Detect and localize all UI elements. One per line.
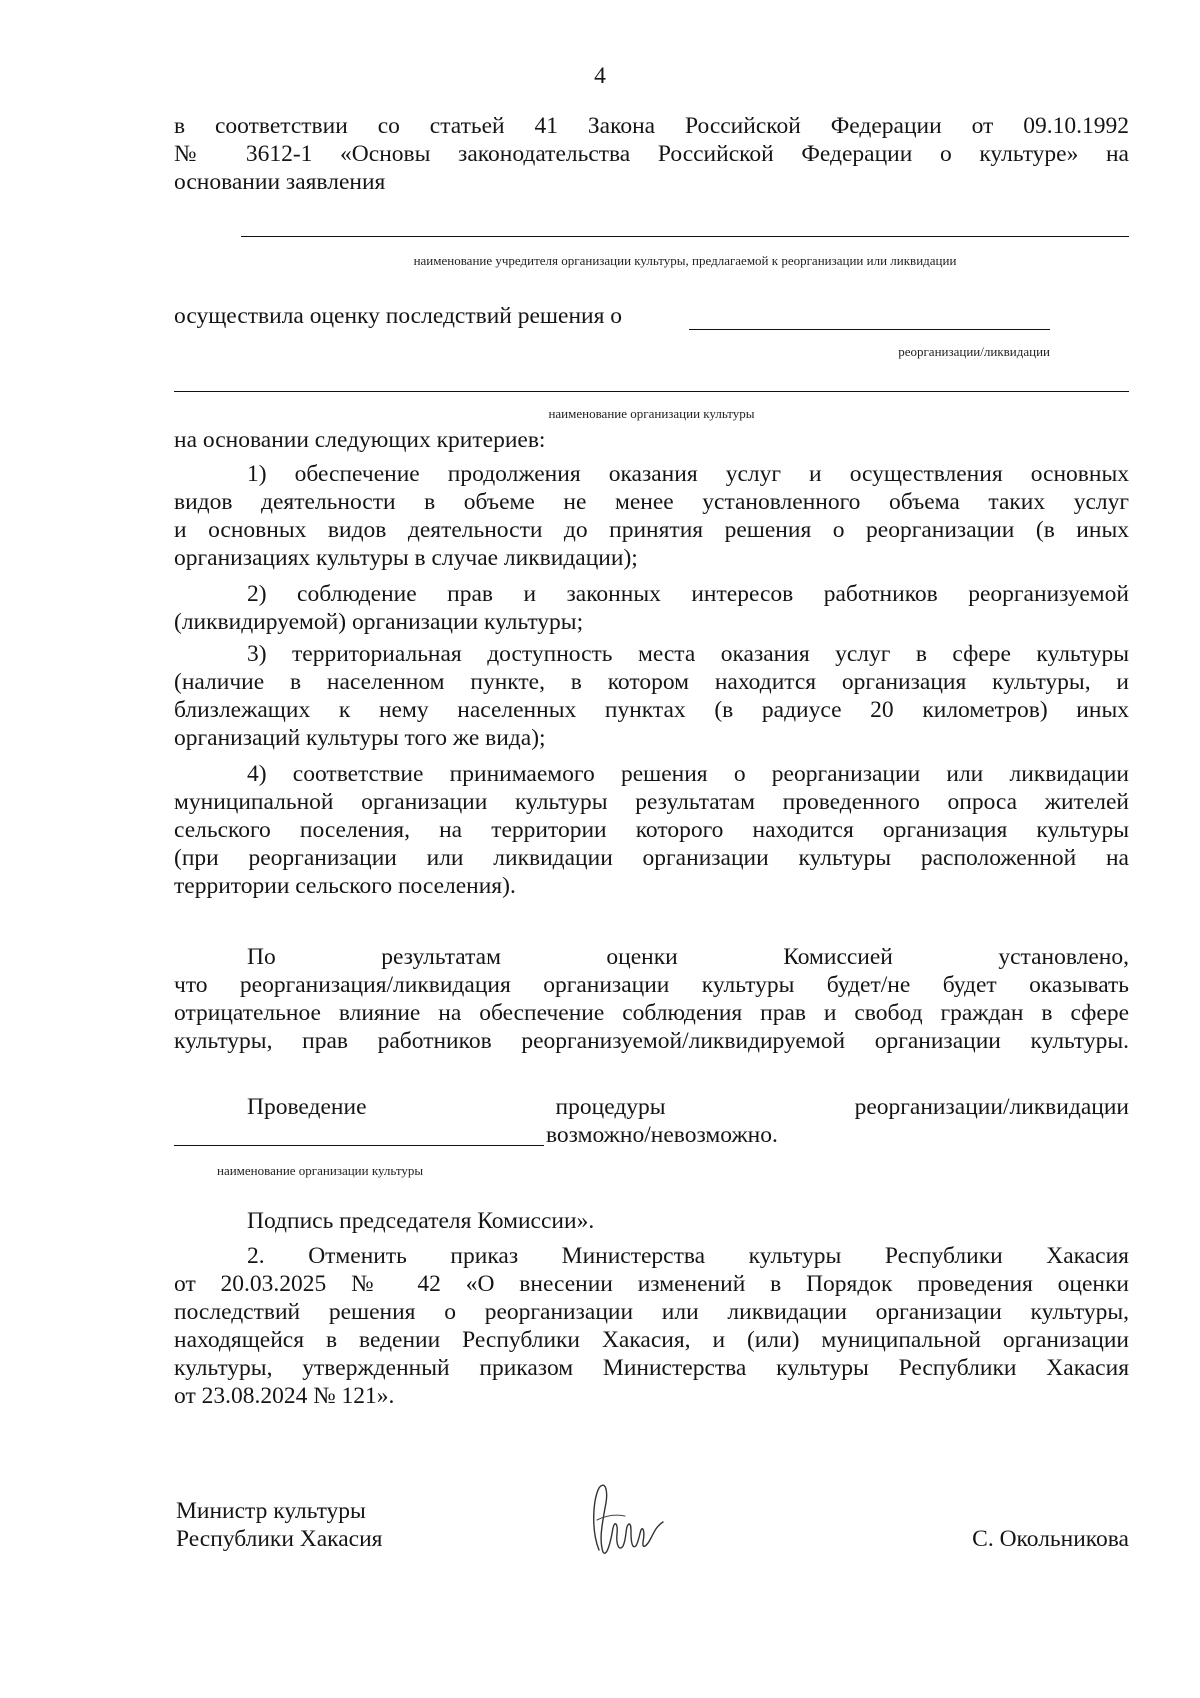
criterion-3-line: 3) территориальная доступность места оказания услуг в сфере культуры xyxy=(247,641,1129,667)
signatory-position-1: Министр культуры xyxy=(176,1498,366,1524)
criterion-1-line: и основных видов деятельности до принятия решения о реорганизации (в иных xyxy=(174,517,1129,543)
founder-name-blank xyxy=(241,236,1129,237)
page-number: 4 xyxy=(594,63,606,89)
results-word: По xyxy=(247,944,276,970)
criterion-2-line: (ликвидируемой) организации культуры; xyxy=(174,609,584,635)
results-line-3: отрицательное влияние на обеспечение соблюдения прав и свобод граждан в сфере xyxy=(174,1000,1129,1026)
intro-line-1: в соответствии со статьей 41 Закона Российской Федерации от 09.10.1992 xyxy=(174,113,1129,139)
org-name-blank xyxy=(174,391,1129,392)
decision-blank xyxy=(689,329,1050,330)
caption-founder: наименование учредителя организации культуры, предлагаемой к реорганизации или ликвидации xyxy=(413,253,957,268)
item2-line-4: находящейся в ведении Республики Хакасия, и (или) муниципальной организации xyxy=(174,1327,1129,1353)
procedure-line-2: возможно/невозможно. xyxy=(546,1122,778,1148)
signatory-position-2: Республики Хакасия xyxy=(176,1526,383,1552)
caption-procedure-org: наименование организации культуры xyxy=(217,1163,424,1178)
criterion-3-line: организаций культуры того же вида); xyxy=(174,725,546,751)
results-word: результатам xyxy=(381,944,501,970)
criterion-1-line: организациях культуры в случае ликвидации); xyxy=(174,545,638,571)
criterion-4-line: муниципальной организации культуры результатам проведенного опроса жителей xyxy=(174,789,1129,815)
signatory-name: С. Окольникова xyxy=(972,1526,1129,1552)
criteria-intro: на основании следующих критериев: xyxy=(174,427,546,453)
caption-reorg: реорганизации/ликвидации xyxy=(898,344,1050,359)
criterion-2-line: 2) соблюдение прав и законных интересов работников реорганизуемой xyxy=(247,581,1129,607)
handwritten-signature xyxy=(585,1480,675,1565)
criterion-3-line: (наличие в населенном пункте, в котором находится организация культуры, и xyxy=(174,669,1129,695)
caption-org-name: наименование организации культуры xyxy=(548,406,755,421)
procedure-word: процедуры xyxy=(555,1094,666,1120)
procedure-word: реорганизации/ликвидации xyxy=(854,1094,1129,1120)
criterion-4-line: территории сельского поселения). xyxy=(174,873,516,899)
item2-line-5: культуры, утвержденный приказом Министерства культуры Республики Хакасия xyxy=(174,1355,1129,1381)
intro-line-3: основании заявления xyxy=(174,169,386,195)
criterion-2 xyxy=(174,580,1129,636)
procedure-word: Проведение xyxy=(247,1094,367,1120)
item2-line-2: от 20.03.2025 № 42 «О внесении изменений в Порядок проведения оценки xyxy=(174,1271,1129,1297)
item2-line-6: от 23.08.2024 № 121». xyxy=(174,1383,395,1409)
item2-line-1: 2. Отменить приказ Министерства культуры Республики Хакасия xyxy=(247,1243,1129,1269)
criterion-1-line: видов деятельности в объеме не менее установленного объема таких услуг xyxy=(174,489,1129,515)
chairman-signature-text: Подпись председателя Комиссии». xyxy=(247,1208,595,1234)
results-line-1 xyxy=(247,943,1129,971)
results-line-2: что реорганизация/ликвидация организации культуры будет/не будет оказывать xyxy=(174,972,1129,998)
criterion-1 xyxy=(174,460,1129,572)
results-word: оценки xyxy=(606,944,678,970)
criterion-3-line: близлежащих к нему населенных пунктах (в радиусе 20 километров) иных xyxy=(174,697,1129,723)
criterion-1-line: 1) обеспечение продолжения оказания услуг и осуществления основных xyxy=(247,461,1129,487)
results-word: Комиссией xyxy=(783,944,893,970)
criterion-4 xyxy=(174,760,1129,900)
intro-line-2: № 3612-1 «Основы законодательства Российской Федерации о культуре» на xyxy=(174,141,1129,167)
criterion-4-line: 4) соответствие принимаемого решения о реорганизации или ликвидации xyxy=(247,761,1129,787)
item2-line-3: последствий решения о реорганизации или ликвидации организации культуры, xyxy=(174,1299,1129,1325)
procedure-org-blank xyxy=(174,1145,544,1146)
criterion-4-line: (при реорганизации или ликвидации организации культуры расположенной на xyxy=(174,845,1129,871)
procedure-line-1 xyxy=(247,1093,1129,1121)
results-word: установлено, xyxy=(998,944,1129,970)
criterion-4-line: сельского поселения, на территории которого находится организация культуры xyxy=(174,817,1129,843)
assessment-text: осуществила оценку последствий решения о xyxy=(174,303,623,329)
results-line-4: культуры, прав работников реорганизуемой/ликвидируемой организации культуры. xyxy=(174,1028,1129,1054)
criterion-3 xyxy=(174,640,1129,752)
